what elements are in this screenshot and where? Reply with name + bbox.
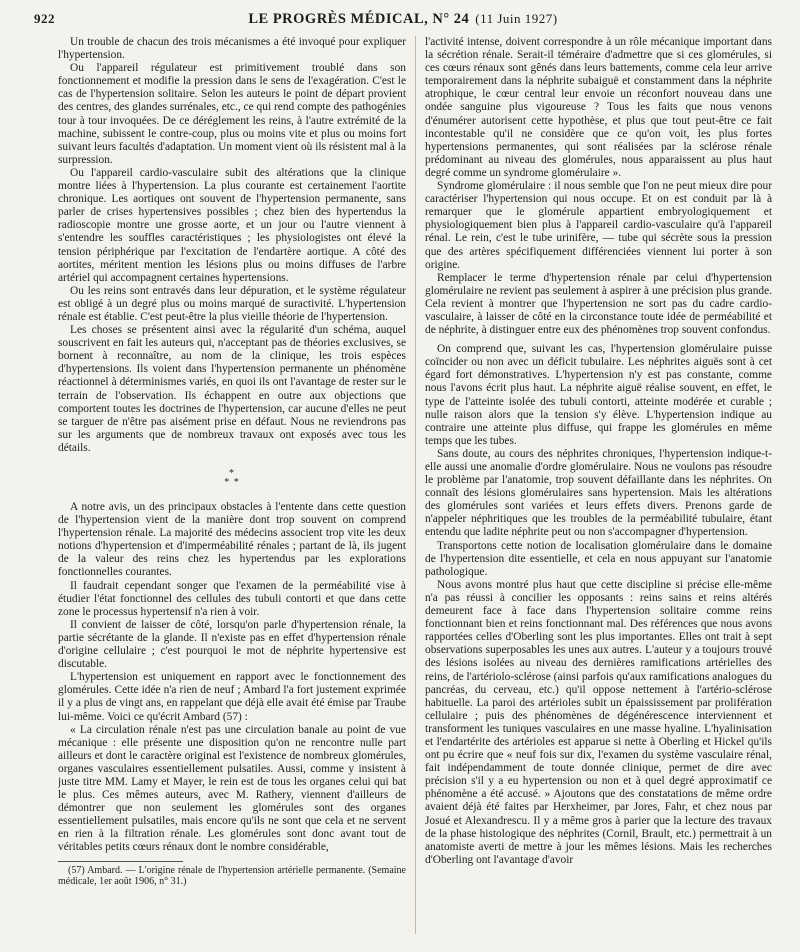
- paragraph: Syndrome glomérulaire : il nous semble que l'on ne peut mieux dire pour caractériser l'hypertension qui nous occupe. Et on est conduit par là à remarquer que le glomérule appartient embryologiquement et physiologiquement bien plus à l'appareil cardio-vasculaire qu'à l'appareil rénal. Le rein, c'est le tube urinifère, — tube qui sécrète sous la pression que des artères spécifiquement différenciées viennent lui porter à son origine.: [425, 180, 772, 271]
- paragraph: L'hypertension est uniquement en rapport avec le fonctionnement des glomérules. Cette idée n'a rien de neuf ; Ambard l'a fort justement exprimée il y a plus de vingt ans, en rappelant que déjà elle avait été émise par Traube lui-même. Voici ce qu'écrit Ambard (57) :: [58, 671, 406, 723]
- footnote: (57) Ambard. — L'origine rénale de l'hypertension artérielle permanente. (Semaine médicale, 1er août 1906, n° 31.): [58, 864, 406, 888]
- paragraph: Ou l'appareil cardio-vasculaire subit des altérations que la clinique montre liées à l'hypertension. La plus courante est certainement l'aortite chronique. Les aortiques ont souvent de l'hypertension permanente, sans parler de crises hypertensives possibles ; chez bien des hypertendus la radioscopie montre une grosse aorte, et un jour ou l'autre viennent à s'entendre les souffles caractéristiques ; les physiologistes ont élevé la tension périphérique par l'excitation de l'endartère aortique. A côté des aortites, méritent mention les lésions plus ou moins diffuses de l'arbre artériel qui accompagnent certaines hypertensions.: [58, 166, 406, 284]
- paragraph: Ou les reins sont entravés dans leur dépuration, et le système régulateur est obligé à un degré plus ou moins marqué de suractivité. L'hypertension rénale est établie. C'est peut-être la plus vieille théorie de l'hypertension.: [58, 284, 406, 323]
- paragraph: Il faudrait cependant songer que l'examen de la perméabilité vise à étudier l'état fonctionnel des cellules des tubuli contorti et que dans cette zone le processus hypertensif n'a rien à voir.: [58, 579, 406, 618]
- two-column-body: [58, 36, 772, 934]
- journal-title: LE PROGRÈS MÉDICAL, N° 24: [248, 10, 470, 27]
- paragraph: Un trouble de chacun des trois mécanismes a été invoqué pour expliquer l'hypertension.: [58, 36, 406, 62]
- quotation: « La circulation rénale n'est pas une circulation banale au point de vue mécanique : elle présente une disposition qu'on ne rencontre nulle part ailleurs et dont le caractère original est l'existence de nombreux glomérules, organes vasculaires essentiellement pulsatiles. Aussi, comme y insistent à juste titre MM. Lamy et Mayer, le rein est de tous les organes celui qui bat le plus. Ces mêmes auteurs, avec M. Rathery, viennent d'ailleurs de démontrer que non seulement les glomérules sont des organes essentiellement pulsatiles, mais encore qu'ils ne sont que cela et ne servent en rien à la filtration rénale. Les glomérules sont donc avant tout de véritables petits cœurs rénaux dont le nombre considérable,: [58, 723, 406, 854]
- paragraph: Transportons cette notion de localisation glomérulaire dans le domaine de l'hypertension dite essentielle, et cela en nous appuyant sur l'anatomie pathologique.: [425, 539, 772, 578]
- right-column: [415, 36, 772, 934]
- paragraph: Remplacer le terme d'hypertension rénale par celui d'hypertension glomérulaire ne revient pas seulement à aspirer à une précision plus grande. Cela revient à montrer que l'hypertension ne sort pas du cadre cardio-vasculaire, à laisser de côté en la circonstance toute idée de perméabilité et de néphrite, à distinguer entre eux des phénomènes trop souvent confondus.: [425, 271, 772, 337]
- paragraph: On comprend que, suivant les cas, l'hypertension glomérulaire puisse coïncider ou non avec un déficit tubulaire. Les néphrites aiguës sont à cet égard fort démonstratives. L'hypertension n'y est pas constante, comme nous l'avons écrit plus haut. La néphrite aiguë réalise souvent, en effet, le type de l'atteinte isolée des tubuli contorti, atteinte modérée et curable ; nulle raison alors que la tension s'y élève. L'hypertension indique au contraire une atteinte plus diffuse, qui frappe les glomérules en même temps que les tubes.: [425, 343, 772, 447]
- paragraph: Il convient de laisser de côté, lorsqu'on parle d'hypertension rénale, la partie sécrétante de la glande. Il n'existe pas en effet d'hypertension rénale d'origine cellulaire ; c'est pourquoi le mot de néphrite hypertensive est discutable.: [58, 618, 406, 671]
- issue-date: (11 Juin 1927): [475, 11, 558, 26]
- page-number: 922: [34, 11, 55, 26]
- footnote-rule: [58, 861, 183, 862]
- running-header: [34, 8, 772, 30]
- section-separator: * * *: [224, 468, 240, 488]
- paragraph: Sans doute, au cours des néphrites chroniques, l'hypertension indique-t-elle aussi une anomalie d'ordre glomérulaire. Nous ne voulons pas résoudre le problème par l'anatomie, trop souvent défaillante dans les néphrites. On connaît des lésions glomérulaires sans hypertension. Mais les altérations des glomérules sont variées et leurs effets divers. Prenons garde de n'appeler néphritiques que les troubles de la perméabilité tubulaire, étant entendu que ladite néphrite peut ou non s'accompagner d'hypertension.: [425, 447, 772, 539]
- paragraph: l'activité intense, doivent correspondre à un rôle mécanique important dans la sécrétion rénale. Serait-il téméraire d'admettre que si ces glomérules, si ces cœurs rénaux sont gênés dans leurs battements, comme cela leur arrive temporairement dans la néphrite subaiguë et constamment dans la néphrite atrophique, le cœur central leur envoie un réconfort nouveau dans une ondée sanguine plus vigoureuse ? Tous les faits que nous venons d'énumérer autorisent cette hypothèse, et plus que tout peut-être ce fait incontestable qu'il ne considère que ce qu'on voit, les plus fortes hypertensions permanentes, qui sont réalisées par la sclérose rénale prédominant au niveau des glomérules, nous apparaissent au plus haut degré comme un syndrome glomérulaire ».: [425, 36, 772, 179]
- left-column: [58, 36, 406, 934]
- paragraph: Nous avons montré plus haut que cette discipline si précise elle-même n'a pas réussi à concilier les opposants : reins sains et reins altérés demeurent face à face dans l'hypertension solitaire comme reins fonctionnant bien et reins fonctionnant mal. Des références que nous avons rapportées celles d'Oberling sont les plus importantes. Elles ont trait à sept observations superposables les unes aux autres. L'auteur y a toujours trouvé des lésions isolées au niveau des dernières ramifications artérielles des reins, de l'artériolo-sclérose (ainsi parfois qu'aux ramifications analogues du pancréas, du cerveau, etc.) qu'il oppose nettement à l'artério-sclérose habituelle. La paroi des artérioles subit un épaississement par prolifération cellulaire ; puis des phénomènes de dégénérescence interviennent et transforment les tuniques vasculaires en une masse hyaline. L'hyalinisation et l'endartérite des artérioles est apparue si nette à Oberling et Hickel qu'ils ont pu écrire que « neuf fois sur dix, l'examen du système vasculaire rénal, fait indépendamment de toute donnée clinique, permet de dire avec précision s'il y a eu hypertension ou non et à quel degré approximatif ce phénomène a été accusé. » Ajoutons que des constatations de même ordre avaient déjà été faites par Herxheimer, par Jores, Fahr, et chez nous par Josué et Alexandrescu. Il y a même gros à parier que la lecture des travaux de la phase histologique des néphrites (Cornil, Brault, etc.) permettrait à un anatomiste averti de mettre à jour les mêmes lésions. Mais les recherches d'Oberling ont l'avantage d'avoir: [425, 578, 772, 866]
- paragraph: Les choses se présentent ainsi avec la régularité d'un schéma, auquel souscrivent en fait les auteurs qui, n'acceptant pas de théories exclusives, se bornent à reconnaître, au nom de la clinique, les trois espèces d'hypertensions. Ils voient dans l'hypertension permanente un phénomène réactionnel à déterminismes variés, en quoi ils ont l'avantage de rester sur le terrain de l'observation. Ils échappent en outre aux objections que comportent toutes les doctrines de l'hypertension, car aucune d'elles ne peut se targuer de n'être pas aisément prise en défaut. Nous ne reviendrons pas sur les arguments que de nombreux travaux ont exposés avec tous les détails.: [58, 324, 406, 454]
- paragraph: A notre avis, un des principaux obstacles à l'entente dans cette question de l'hypertension vient de la manière dont trop souvent on comprend l'hypertension rénale. La majorité des médecins associent trop vite les deux notions d'hypertension et d'imperméabilité rénales ; partant de là, ils jugent de la valeur des reins chez les hypertendus par les explorations fonctionnelles courantes.: [58, 501, 406, 579]
- paragraph: Ou l'appareil régulateur est primitivement troublé dans son fonctionnement et modifie la pression dans le sens de l'exagération. C'est le cas de l'hypertension solitaire. Selon les auteurs le point de départ provient des centres, des glandes surrénales, etc., ce qui rend compte des pathogénies tour à tour invoquées. De ce déréglement les reins, à l'autre extrémité de la machine, subissent le contre-coup, plus ou moins vite et plus ou moins fort suivant leurs facultés d'adaptation. Un moment vient où ils résistent mal à la surpression.: [58, 62, 406, 166]
